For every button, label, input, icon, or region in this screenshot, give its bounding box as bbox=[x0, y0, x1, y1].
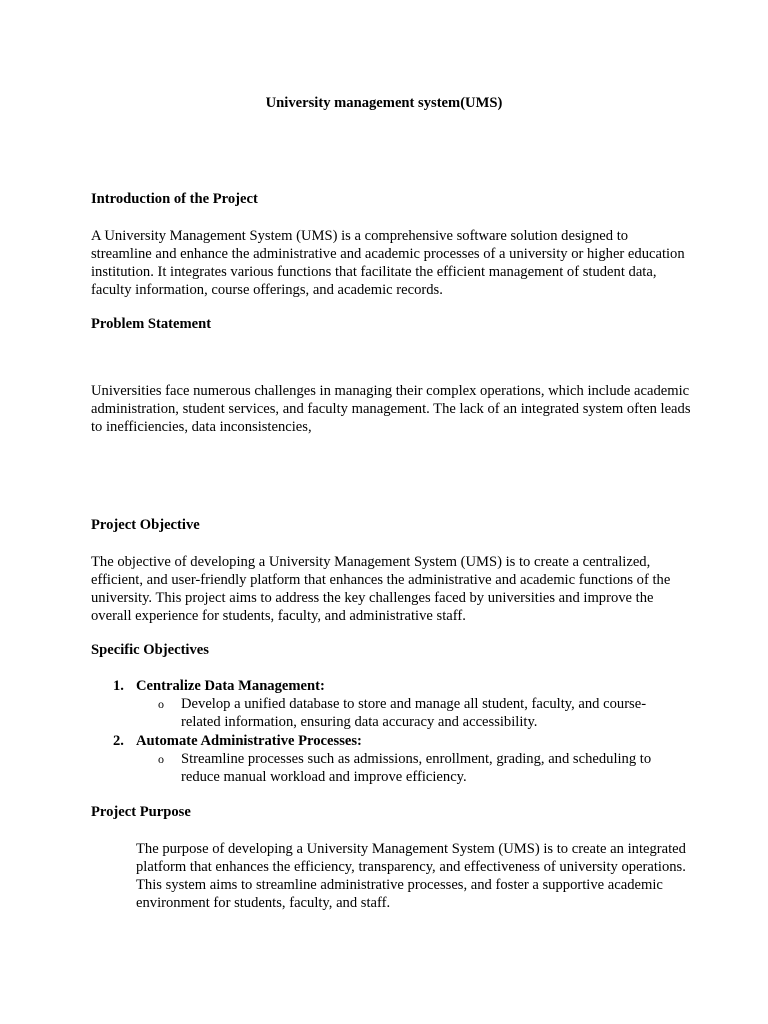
list-item-title: Centralize Data Management: bbox=[136, 678, 325, 694]
objective-paragraph: The objective of developing a University Management System (UMS) is to create a centralized, efficient, and user-friendly platform that enhances the administrative and academic functions of the university. This project aims to address the key challenges faced by universities and improve the overall experience for students, faculty, and administrative staff. bbox=[91, 554, 671, 624]
objective-heading: Project Objective bbox=[91, 517, 200, 533]
list-item-title: Automate Administrative Processes: bbox=[136, 733, 362, 749]
intro-paragraph: A University Management System (UMS) is a comprehensive software solution designed to streamline and enhance the administrative and academic processes of a university or higher education institution. It integrates various functions that facilitate the efficient management of student data, faculty information, course offerings, and academic records. bbox=[91, 228, 685, 298]
purpose-heading: Project Purpose bbox=[91, 804, 191, 820]
specific-objectives-heading: Specific Objectives bbox=[91, 642, 209, 658]
list-item-detail: Develop a unified database to store and manage all student, faculty, and course-related information, ensuring data accuracy and accessibility. bbox=[181, 696, 647, 730]
list-item-number: 1. bbox=[113, 678, 124, 694]
problem-paragraph: Universities face numerous challenges in managing their complex operations, which include academic administration, student services, and faculty management. The lack of an integrated system often leads to inefficiencies, data inconsistencies, bbox=[91, 383, 691, 435]
purpose-paragraph: The purpose of developing a University Management System (UMS) is to create an integrated platform that enhances the efficiency, transparency, and effectiveness of university operations. This system aims to streamline administrative processes, and foster a supportive academic environment for students, faculty, and staff. bbox=[136, 841, 686, 911]
document-title: University management system(UMS) bbox=[265, 95, 503, 111]
list-item-number: 2. bbox=[113, 733, 124, 749]
intro-heading: Introduction of the Project bbox=[91, 191, 258, 207]
bullet-icon: o bbox=[158, 752, 164, 766]
problem-heading: Problem Statement bbox=[91, 316, 212, 332]
bullet-icon: o bbox=[158, 697, 164, 711]
list-item-detail: Streamline processes such as admissions, enrollment, grading, and scheduling to reduce manual workload and improve efficiency. bbox=[181, 751, 652, 785]
